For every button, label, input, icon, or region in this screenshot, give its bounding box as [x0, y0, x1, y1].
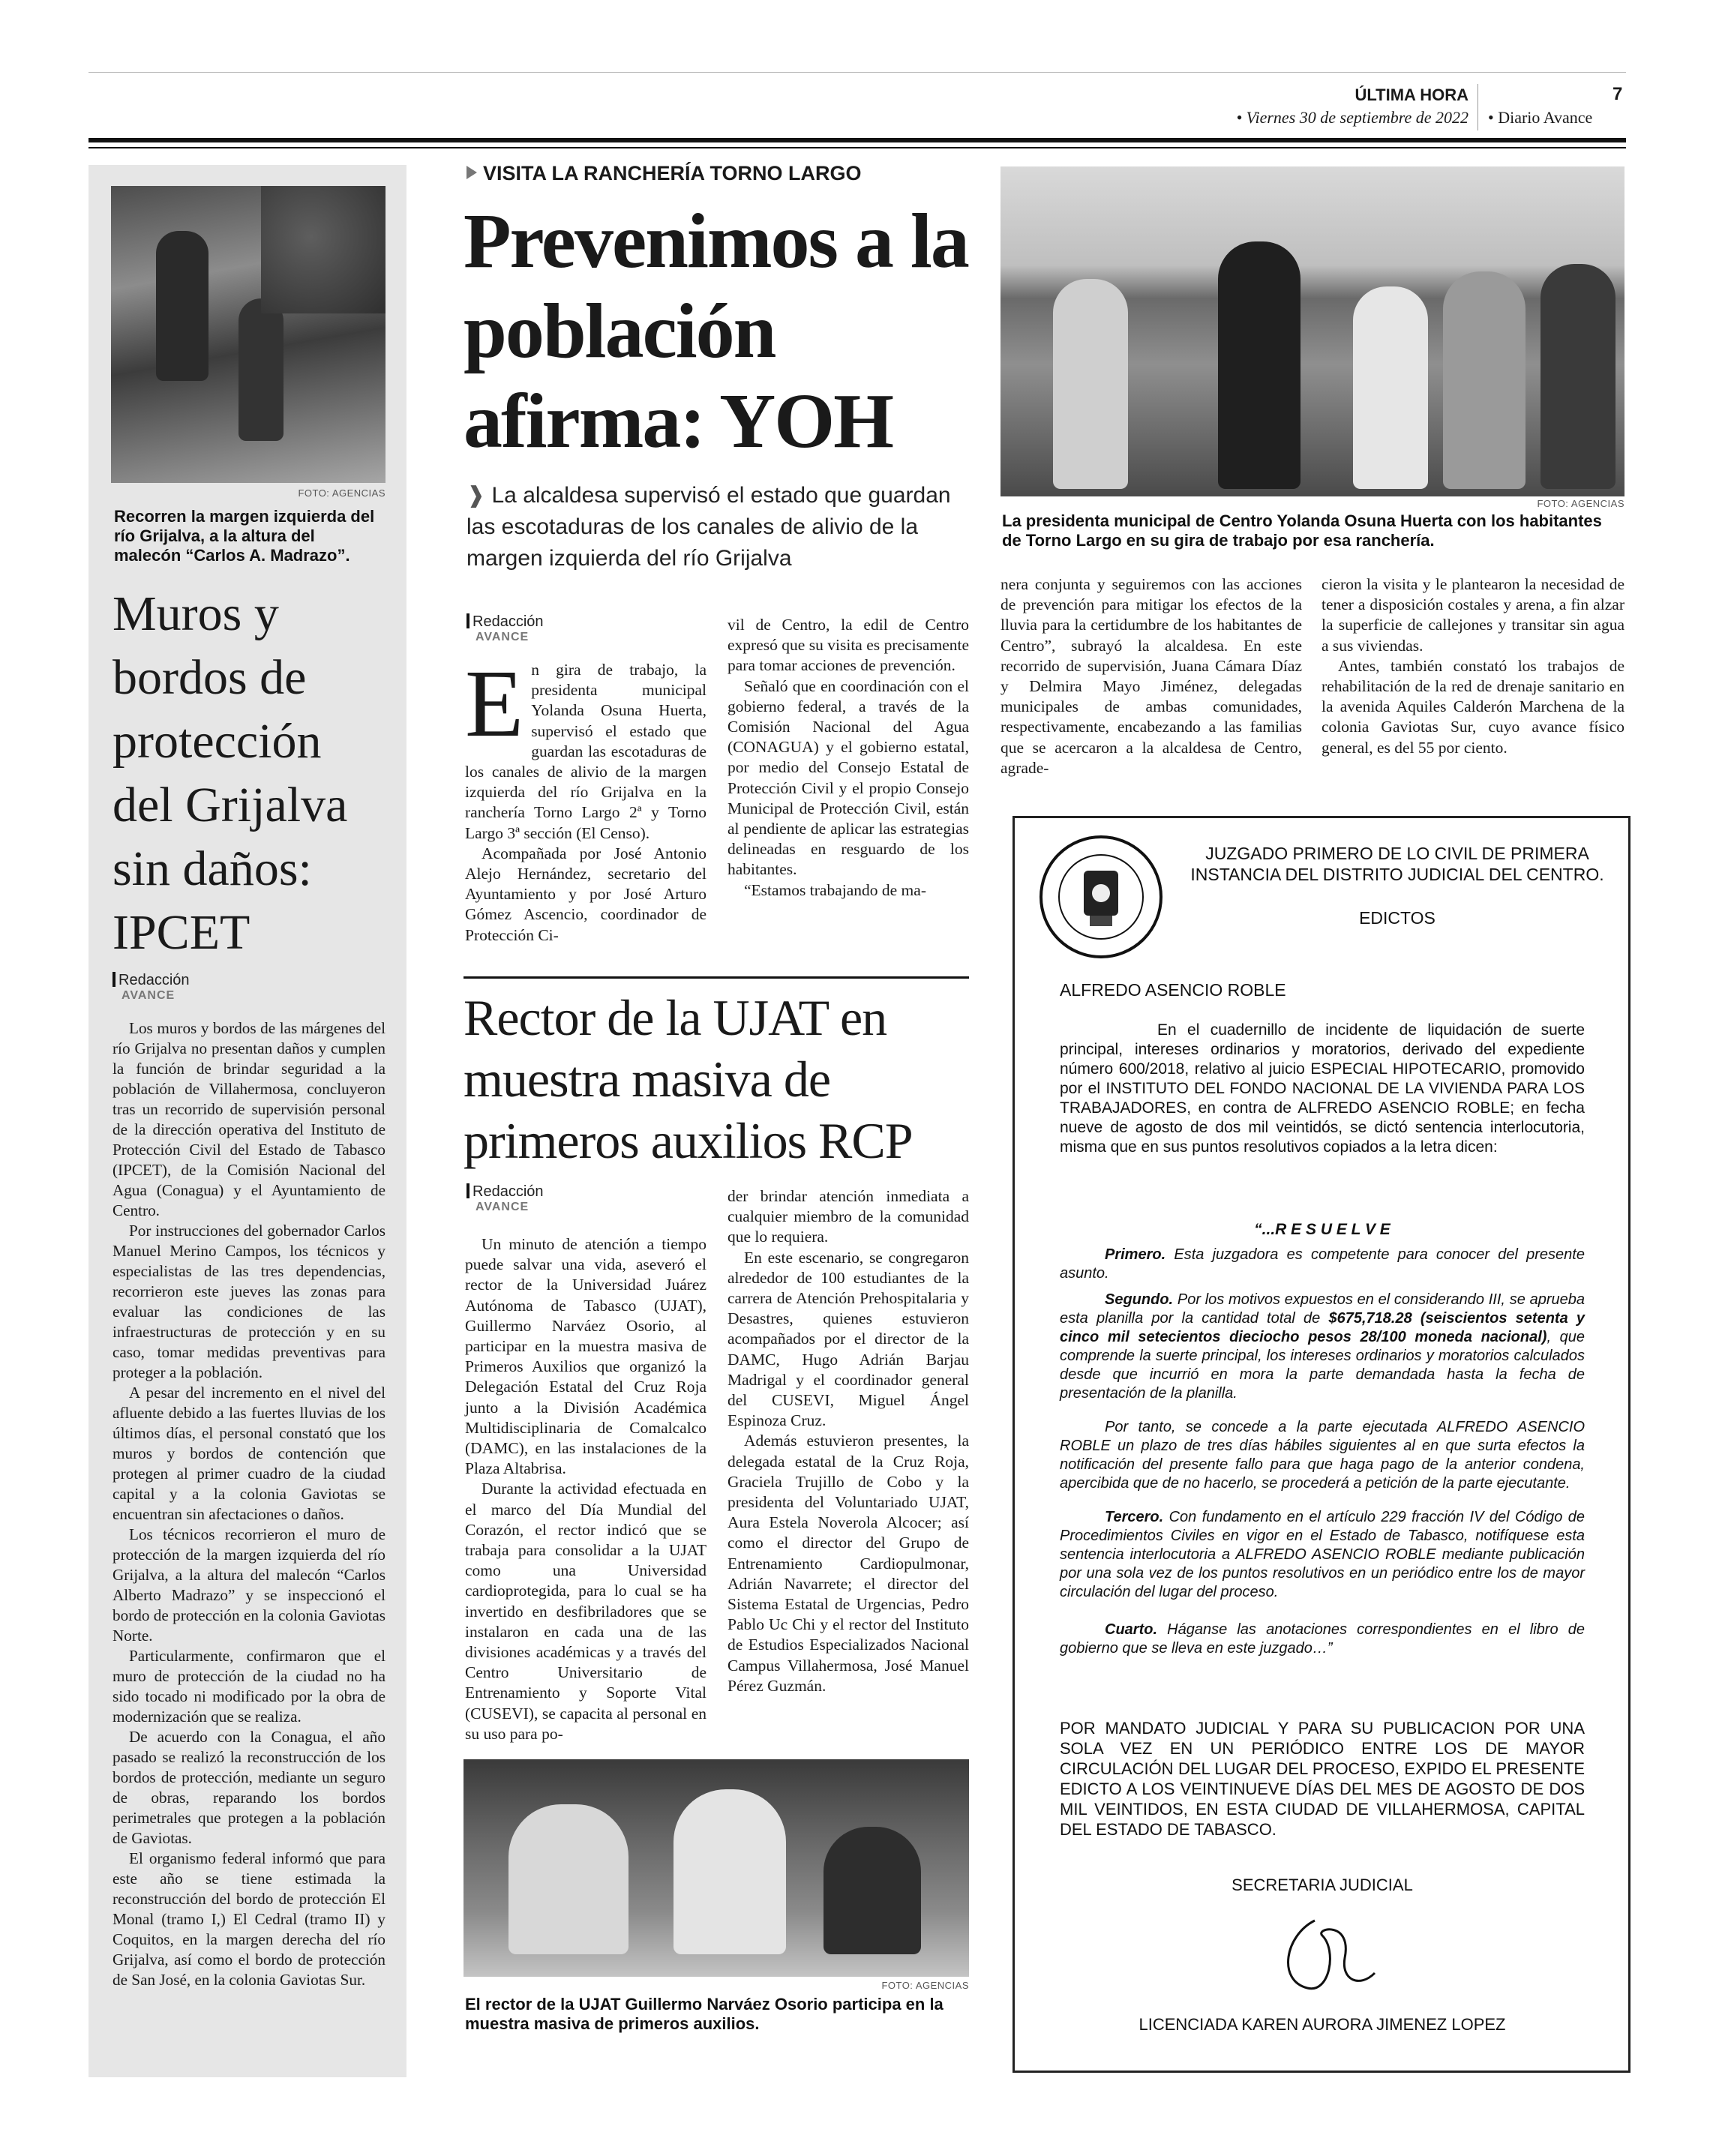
main-photo-credit: FOTO: AGENCIAS — [1537, 498, 1624, 509]
main-byline — [466, 613, 544, 644]
person-silhouette — [1218, 241, 1300, 489]
edict-cuarto: Cuarto. Háganse las anotaciones correspondientes en el libro de gobierno que se lleva en este juzgado…” — [1060, 1621, 1585, 1657]
header-publication: • Diario Avance — [1488, 108, 1593, 127]
page-number: 7 — [1612, 84, 1623, 104]
foliage — [261, 186, 386, 313]
edict-intro: En el cuadernillo de incidente de liquidación de suerte principal, intereses ordinarios y moratorios, derivado del expediente número 600/2018, relativo al juicio ESPECIAL HIPOTECARIO, promovido por el INSTITUTO DEL FONDO NACIONAL DE LA VIVIENDA PARA LOS TRABAJADORES, en contra de ALFREDO ASENCIO ROBLE; en fecha nueve de agosto de dos mil veintidós, se dictó sentencia interlocutoria, misma que en sus puntos resolutivos copiados a la letra dicen: — [1060, 1021, 1585, 1156]
sidebar-paragraph: A pesar del incremento en el nivel del afluente debido a las fuertes lluvias de los últimos días, el personal constató que los muros y bordos de contención que protegen al primer cuadro de la ciudad capital y a la colonia Gaviotas se encuentran sin afectaciones o daños. — [112, 1384, 386, 1523]
kicker — [466, 162, 862, 185]
sidebar-paragraph: Por instrucciones del gobernador Carlos Manuel Merino Campos, los técnicos y especialistas de las tres dependencias, recorrieron este jueves las zonas para evaluar las condiciones de las infraestructuras de protección y en su caso, tomar medidas preventivas para proteger a la población. — [112, 1222, 386, 1381]
person-silhouette — [238, 298, 284, 441]
edict-primero: Primero. Esta juzgadora es competente para conocer del presente asunto. — [1060, 1246, 1585, 1282]
edict-segundo: Segundo. Por los motivos expuestos en el considerando III, se aprueba esta planilla por la cantidad total de $675,718.28 (seiscientos setenta y cinco mil setecientos dieciocho pesos 28/100 moneda nacional), que comprende la suerte principal, los intereses ordinarios y moratorios calculados desde que incurrió en mora la parte demandada hasta la fecha de presentación de la planilla. — [1060, 1291, 1586, 1402]
header-section: ÚLTIMA HORA — [1354, 85, 1468, 104]
legal-edict — [1012, 816, 1630, 2073]
ujat-byline — [466, 1183, 544, 1214]
person-silhouette — [1540, 264, 1616, 489]
sidebar-paragraph: El organismo federal informó que para este año se tiene estimada la reconstrucción del bordo de protección El Monal (tramo I,) El Cedral (tramo II) y Coquitos, en la margen derecha del río Grijalva, así como el bordo de protección de San José, en la colonia Gaviotas Sur. — [112, 1849, 386, 1989]
sidebar-headline: Muros y bordos de protección del Grijalva sin daños: IPCET — [112, 586, 348, 960]
header-rule-thin — [88, 147, 1626, 148]
ujat-photo — [464, 1759, 969, 1977]
ujat-photo-credit: FOTO: AGENCIAS — [881, 1980, 969, 1991]
ujat-col-1 — [465, 1234, 706, 1744]
byline-author: Redacción — [118, 972, 190, 988]
edict-signer: LICENCIADA KAREN AURORA JIMENEZ LOPEZ — [1138, 2015, 1506, 2034]
sidebar-paragraph: Particularmente, confirmaron que el muro de protección de la ciudad no ha sido tocado ni modificado por la obra de modernización que se realiza. — [112, 1647, 386, 1726]
main-paragraph: vil de Centro, la edil de Centro expresó que su visita es precisamente para tomar acciones de prevención. — [728, 616, 969, 675]
byline-publication: AVANCE — [476, 631, 530, 643]
sidebar-byline — [112, 972, 190, 1003]
kicker-arrow-icon — [466, 166, 477, 179]
main-photo — [1000, 166, 1624, 496]
header-top-rule — [88, 72, 1626, 73]
main-caption: La presidenta municipal de Centro Yolanda Osuna Huerta con los habitantes de Torno Largo en su gira de trabajo por esa ranchería. — [1002, 511, 1602, 550]
signature-icon — [1270, 1906, 1390, 2003]
ujat-caption: El rector de la UJAT Guillermo Narváez Osorio participa en la muestra masiva de primeros auxilios. — [465, 1995, 944, 2033]
edict-addressee: ALFREDO ASENCIO ROBLE — [1060, 980, 1286, 1000]
person-silhouette — [674, 1789, 786, 1954]
ujat-paragraph: En este escenario, se congregaron alrededor de 100 estudiantes de la carrera de Atención Prehospitalaria y Desastres, quienes estuvieron acompañados por el director de la DAMC, Hugo Adrián Barjau Madrigal y el coordinador general del CUSEVI, Miguel Ángel Espinoza Cruz. — [728, 1248, 969, 1430]
sidebar-body — [112, 1018, 386, 1990]
main-deck — [466, 480, 976, 574]
header-date: • Viernes 30 de septiembre de 2022 — [1236, 108, 1468, 127]
main-paragraph: Acompañada por José Antonio Alejo Hernández, secretario del Ayuntamiento y por José Arturo Gómez Ascencio, coordinador de Protección Ci- — [465, 844, 706, 944]
byline-publication: AVANCE — [122, 989, 176, 1002]
person-silhouette — [1053, 279, 1128, 489]
byline-author: Redacción — [472, 1183, 544, 1200]
sidebar-photo-credit: FOTO: AGENCIAS — [298, 487, 386, 499]
deck-text: La alcaldesa supervisó el estado que guardan las escotaduras de los canales de alivio de la margen izquierda del río Grijalva — [466, 483, 951, 571]
person-silhouette — [508, 1804, 628, 1954]
main-col-1 — [465, 650, 706, 946]
byline-publication: AVANCE — [476, 1201, 530, 1213]
ujat-col-2 — [728, 1186, 969, 1696]
ujat-paragraph: Además estuvieron presentes, la delegada estatal de la Cruz Roja, Graciela Trujillo de Cobo y la presidenta del Voluntariado UJAT, Aura Estela Noverola Alcocer; así como el director del Grupo de Entrenamiento Cardiopulmonar, Adrián Navarrete; el director del Sistema Estatal de Urgencias, Pedro Pablo Uc Chi y el rector del Instituto de Estudios Especializados Nacional Campus Villahermosa, José Manuel Pérez Guzmán. — [728, 1432, 969, 1695]
ujat-paragraph: der brindar atención inmediata a cualquier miembro de la comunidad que lo requiera. — [728, 1187, 969, 1246]
court-seal-icon — [1037, 833, 1165, 961]
main-paragraph: En gira de trabajo, la presidenta municipal Yolanda Osuna Huerta, supervisó el estado que guardan las escotaduras de los canales de alivio de la margen izquierda del río Grijalva en la ranchería Torno Largo 2ª y Torno Largo 3ª sección (El Censo). — [465, 650, 706, 842]
main-col-2 — [728, 615, 969, 901]
sidebar-paragraph: Los técnicos recorrieron el muro de protección de la margen izquierda del río Grijalva, a la altura del malecón “Carlos Alberto Madrazo” y se inspeccionó el bordo de protección en la colonia Gaviotas Norte. — [112, 1525, 386, 1645]
main-paragraph: nera conjunta y seguiremos con las acciones de prevención para mitigar los efectos de la lluvia para la certidumbre de los habitantes de Centro”, subrayó la alcaldesa. En este recorrido de supervisión, Juana Cámara Díaz y Delmira Mayo Jiménez, delegadas municipales de ambas comunidades, respectivamente, encabezando a las familias que se acercaron a la alcaldesa de Centro, agrade- — [1000, 575, 1302, 777]
main-paragraph: Señaló que en coordinación con el gobierno federal, a través de la Comisión Nacional del Agua (CONAGUA) y el gobierno estatal, por medio del Consejo Estatal de Protección Civil y el propio Consejo Municipal de Protección Civil, están al pendiente de aplicar las estrategias delineadas en resguardo de los habitantes. — [728, 676, 969, 879]
ujat-top-rule — [464, 976, 969, 979]
edict-title: EDICTOS — [1359, 908, 1436, 928]
kicker-text: VISITA LA RANCHERÍA TORNO LARGO — [483, 162, 862, 184]
edict-court-line2: INSTANCIA DEL DISTRITO JUDICIAL DEL CENTRO. — [1190, 865, 1604, 884]
main-headline: Prevenimos a la población afirma: YOH — [464, 198, 968, 464]
ujat-paragraph: Un minuto de atención a tiempo puede salvar una vida, aseveró el rector de la Universidad Juárez Autónoma de Tabasco (UJAT), Guillermo Narváez Osorio, al participar en la muestra masiva de Primeros Auxilios que organizó la Delegación Estatal del Cruz Roja junto a la División Académica Multidisciplinaria de Comalcalco (DAMC), en las instalaciones de la Plaza Altabrisa. — [465, 1235, 706, 1478]
ujat-paragraph: Durante la actividad efectuada en el marco del Día Mundial del Corazón, el rector indicó que se trabaja para consolidar a la UJAT como una Universidad cardioprotegida, para lo cual se ha invertido en desfibriladores que se instalaron en cada una de las divisiones académicas y a través del Centro Universitario de Entrenamiento y Soporte Vital (CUSEVI), se capacita al personal en su uso para po- — [465, 1480, 706, 1743]
person-silhouette — [156, 231, 208, 381]
header-rule-thick — [88, 138, 1626, 142]
byline-author: Redacción — [472, 613, 544, 630]
main-paragraph: Antes, también constató los trabajos de rehabilitación de la red de drenaje sanitario en la avenida Aquiles Calderón Marchena de la colonia Gaviotas Sur, cuyo avance físico general, es del 55 por ciento. — [1322, 656, 1624, 757]
main-col-3 — [1000, 574, 1302, 778]
edict-portanto: Por tanto, se concede a la parte ejecutada ALFREDO ASENCIO ROBLE un plazo de tres días hábiles siguientes al en que surta efectos la notificación del presente fallo para que haga pago de la anterior condena, apercibida que de no hacerlo, se procederá a petición de la parte ejecutante. — [1060, 1419, 1585, 1492]
person-silhouette — [824, 1827, 921, 1954]
main-paragraph: cieron la visita y le plantearon la necesidad de tener a disposición costales y arena, a fin alzar la superficie de callejones y transitar sin agua a sus viviendas. — [1322, 575, 1624, 655]
ujat-headline: Rector de la UJAT en muestra masiva de primeros auxilios RCP — [464, 989, 913, 1169]
main-col-4 — [1322, 574, 1624, 758]
sidebar-caption: Recorren la margen izquierda del río Grijalva, a la altura del malecón “Carlos A. Madrazo”. — [114, 507, 375, 565]
deck-bullet-icon: ❱ — [466, 483, 492, 508]
edict-tercero: Tercero. Con fundamento en el artículo 229 fracción IV del Código de Procedimientos Civiles en vigor en el Estado de Tabasco, notifíquese esta sentencia interlocutoria a ALFREDO ASENCIO ROBLE mediante publicación por una sola vez de los puntos resolutivos en un periódico entre los de mayor circulación del lugar del proceso. — [1060, 1509, 1585, 1600]
sidebar-paragraph: Los muros y bordos de las márgenes del río Grijalva no presentan daños y cumplen la función de brindar seguridad a la población de Villahermosa, concluyeron tras un recorrido de supervisión personal de la dirección operativa del Instituto de Protección Civil del Estado de Tabasco (IPCET), de la Comisión Nacional del Agua (Conagua) y el Ayuntamiento de Centro. — [112, 1019, 386, 1219]
main-paragraph: “Estamos trabajando de ma- — [744, 880, 926, 899]
edict-secretaria: SECRETARIA JUDICIAL — [1232, 1876, 1413, 1894]
sidebar-photo — [111, 186, 386, 483]
edict-resuelve: “...R E S U E L V E — [1254, 1221, 1390, 1238]
sidebar-paragraph: De acuerdo con la Conagua, el año pasado se realizó la reconstrucción de los bordos de protección, mediante un seguro de obras, reparando los bordos perimetrales que protegen a la población de Gaviotas. — [112, 1728, 386, 1847]
person-silhouette — [1443, 271, 1526, 489]
person-silhouette — [1353, 286, 1428, 489]
edict-court-line1: JUZGADO PRIMERO DE LO CIVIL DE PRIMERA — [1205, 844, 1589, 863]
dropcap: E — [465, 650, 524, 757]
edict-mandato: POR MANDATO JUDICIAL Y PARA SU PUBLICACION POR UNA SOLA VEZ EN UN PERIÓDICO ENTRE LOS DE MAYOR CIRCULACIÓN DEL LUGAR DEL PROCESO, EXPIDO EL PRESENTE EDICTO A LOS VEINTINUEVE DÍAS DEL MES DE AGOSTO DE DOS MIL VEINTIDOS, EN ESTA CIUDAD DE VILLAHERMOSA, CAPITAL DEL ESTADO DE TABASCO. — [1060, 1719, 1585, 1839]
